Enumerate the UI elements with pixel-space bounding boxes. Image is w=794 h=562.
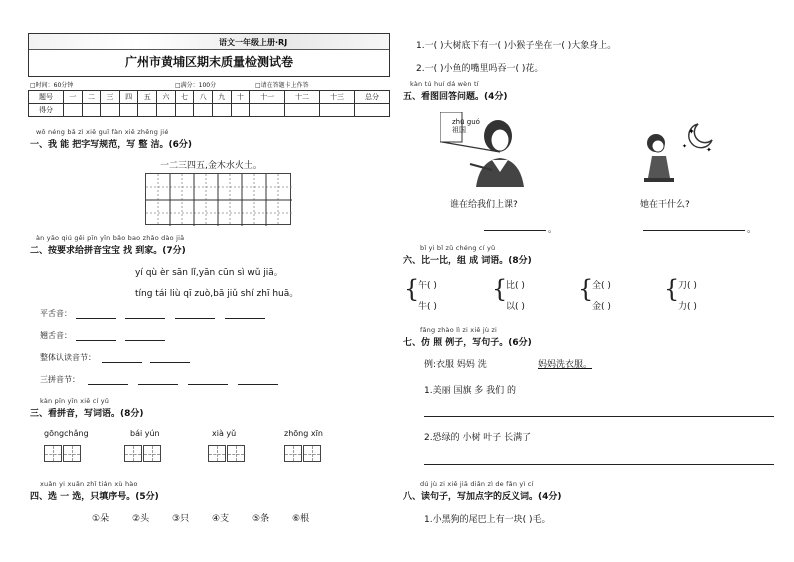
- score-cell: 二: [82, 91, 101, 104]
- q7-example: 例:衣服 妈妈 洗: [424, 360, 487, 370]
- label-curled-tongue: 翘舌音：: [40, 331, 72, 340]
- period-mark: 。: [548, 225, 558, 235]
- q1-pinyin: wǒ néng bǎ zì xiě guī fàn xiě zhěng jié: [36, 128, 169, 136]
- score-cell: 一: [63, 91, 82, 104]
- q7-example-answer: 妈妈洗衣服。: [538, 360, 593, 370]
- q7-item-1: 1.美丽 国旗 多 我们 的: [424, 386, 517, 396]
- q4-option: ②头: [132, 514, 150, 524]
- score-input-cell[interactable]: [157, 104, 176, 117]
- banner-text: 语文一年级上册·RJ: [219, 38, 288, 47]
- score-table-score-row: [29, 104, 390, 117]
- score-input-cell[interactable]: [101, 104, 120, 117]
- q4-sentence-2: 2.一( )小鱼的嘴里吗吞一( )花。: [416, 64, 544, 74]
- score-cell: 总分: [354, 91, 389, 104]
- answer-line[interactable]: [424, 416, 774, 417]
- score-input-cell[interactable]: [212, 104, 231, 117]
- answer-line[interactable]: [484, 230, 546, 231]
- score-input-cell[interactable]: [194, 104, 213, 117]
- score-cell: 五: [138, 91, 157, 104]
- period-mark: 。: [747, 225, 757, 235]
- q1-chars: 一二三四五,金木水火土。: [160, 161, 262, 171]
- score-cell: 十二: [285, 91, 320, 104]
- q3-pinyin: kàn pīn yīn xiě cí yǔ: [40, 397, 110, 405]
- score-cell: 三: [101, 91, 120, 104]
- score-cell: 四: [119, 91, 138, 104]
- answer-line[interactable]: [102, 362, 142, 363]
- score-input-cell[interactable]: [354, 104, 389, 117]
- tian-grid[interactable]: [227, 445, 245, 462]
- answer-line[interactable]: [424, 464, 774, 465]
- q6-pinyin: bǐ yi bǐ zǔ chéng cí yǔ: [420, 244, 496, 252]
- tian-grid[interactable]: [44, 445, 62, 462]
- q5-pinyin: kàn tú huí dá wèn tí: [410, 80, 479, 88]
- score-input-cell[interactable]: [63, 104, 82, 117]
- q4-option: ④支: [212, 514, 230, 524]
- score-cell: 九: [212, 91, 231, 104]
- q8-item-1: 1.小黑狗的尾巴上有一块( )毛。: [424, 515, 551, 525]
- q6-pair-bottom: 牛( ): [418, 302, 437, 312]
- q1-heading: 一、我 能 把字写规范，写 整 洁。(6分): [30, 140, 193, 150]
- brace-icon: {: [664, 275, 680, 303]
- answer-line[interactable]: [188, 384, 228, 385]
- score-cell: 题号: [29, 91, 64, 104]
- score-input-cell[interactable]: [175, 104, 194, 117]
- meta-note: □请在答题卡上作答: [255, 82, 309, 89]
- q6-pair-bottom: 金( ): [592, 302, 611, 312]
- answer-line[interactable]: [238, 384, 278, 385]
- score-cell: 十三: [320, 91, 355, 104]
- answer-line[interactable]: [138, 384, 178, 385]
- q5-question-2: 她在干什么?: [640, 200, 690, 210]
- q2-line1: yí qù èr sān lǐ,yān cūn sì wǔ jiā。: [135, 268, 283, 278]
- score-row-label: 得分: [29, 104, 64, 117]
- score-input-cell[interactable]: [138, 104, 157, 117]
- header-banner: [29, 34, 389, 50]
- answer-line[interactable]: [88, 384, 128, 385]
- q4-option: ③只: [172, 514, 190, 524]
- score-cell: 七: [175, 91, 194, 104]
- q7-item-2: 2.恐绿的 小树 叶子 长满了: [424, 433, 532, 443]
- answer-line[interactable]: [175, 318, 215, 319]
- q4-option: ①朵: [92, 514, 110, 524]
- brace-icon: {: [578, 275, 594, 303]
- q1-writing-grid[interactable]: [145, 173, 291, 225]
- score-cell: 六: [157, 91, 176, 104]
- q8-heading: 八、读句子，写加点字的反义词。(4分): [403, 492, 562, 502]
- svg-text:✦: ✦: [682, 143, 688, 150]
- q6-pair-top: 比( ): [506, 281, 525, 291]
- q7-pinyin: fǎng zhào lì zi xiě jù zi: [420, 326, 498, 334]
- teacher-board-text: zhū guó 祖国: [452, 118, 480, 134]
- score-cell: 十: [231, 91, 250, 104]
- meta-score: □满分：100分: [175, 82, 217, 89]
- svg-text:✦: ✦: [706, 146, 712, 154]
- q5-question-1: 谁在给我们上课?: [450, 200, 518, 210]
- answer-line[interactable]: [76, 318, 116, 319]
- tian-grid[interactable]: [284, 445, 302, 462]
- tian-grid[interactable]: [143, 445, 161, 462]
- score-input-cell[interactable]: [320, 104, 355, 117]
- meta-time: □时间：60分钟: [30, 82, 74, 89]
- q3-word-pinyin: xià yǔ: [212, 429, 237, 438]
- q4-sentence-1: 1.一( )大树底下有一( )小猴子坐在一( )大象身上。: [416, 41, 617, 51]
- tian-grid[interactable]: [303, 445, 321, 462]
- q3-word-pinyin: zhōng xīn: [284, 429, 323, 438]
- answer-line[interactable]: [125, 340, 165, 341]
- q4-option: ⑥根: [292, 514, 310, 524]
- score-table: [28, 90, 390, 117]
- q6-heading: 六、比一比，组 成 词语。(8分): [403, 256, 532, 266]
- q3-word-pinyin: bái yún: [130, 429, 160, 438]
- label-whole-syllable: 整体认读音节：: [40, 353, 96, 362]
- score-input-cell[interactable]: [285, 104, 320, 117]
- tian-grid[interactable]: [208, 445, 226, 462]
- q6-pair-top: 午( ): [418, 281, 437, 291]
- page-title: 广州市黄埔区期末质量检测试卷: [124, 55, 293, 69]
- brace-icon: {: [492, 275, 508, 303]
- answer-line[interactable]: [150, 362, 190, 363]
- score-cell: 十一: [250, 91, 285, 104]
- q4-option: ⑤条: [252, 514, 270, 524]
- q6-pair-top: 刀( ): [678, 281, 697, 291]
- q2-pinyin: àn yāo qiú gěi pīn yīn bǎo bao zhǎo dào jiā: [36, 234, 185, 242]
- score-input-cell[interactable]: [250, 104, 285, 117]
- score-table-header-row: [29, 91, 390, 104]
- answer-line[interactable]: [125, 318, 165, 319]
- svg-text:✦: ✦: [688, 127, 695, 136]
- answer-line[interactable]: [643, 230, 745, 231]
- score-input-cell[interactable]: [82, 104, 101, 117]
- q2-line2: tíng tái liù qī zuò,bā jiǔ shí zhī huā。: [135, 289, 299, 299]
- q6-pair-bottom: 以( ): [506, 302, 525, 312]
- brace-icon: {: [404, 275, 420, 303]
- q5-heading: 五、看图回答问题。(4分): [403, 92, 508, 102]
- score-input-cell[interactable]: [119, 104, 138, 117]
- q2-heading: 二、按要求给拼音宝宝 找 到家。(7分): [30, 246, 186, 256]
- q4-pinyin: xuǎn yi xuǎn zhǐ tián xù hào: [40, 480, 138, 488]
- score-input-cell[interactable]: [231, 104, 250, 117]
- q3-word-pinyin: gōngchǎng: [44, 429, 89, 438]
- q3-heading: 三、看拼音，写词语。(8分): [30, 409, 144, 419]
- label-flat-tongue: 平舌音：: [40, 309, 72, 318]
- girl-illustration: [640, 118, 720, 183]
- tian-grid[interactable]: [63, 445, 81, 462]
- writing-grid-lines: [146, 174, 292, 226]
- q6-pair-bottom: 力( ): [678, 302, 697, 312]
- girl-picture: [640, 118, 720, 183]
- q8-pinyin: dú jù zi xiě jiā diǎn zì de fǎn yì cí: [420, 480, 534, 488]
- tian-grid[interactable]: [124, 445, 142, 462]
- q7-heading: 七、仿 照 例子，写句子。(6分): [403, 338, 532, 348]
- score-cell: 八: [194, 91, 213, 104]
- label-three-part: 三拼音节：: [40, 375, 80, 384]
- exam-header: [28, 33, 390, 77]
- q4-heading: 四、选 一 选，只填序号。(5分): [30, 492, 159, 502]
- answer-line[interactable]: [225, 318, 265, 319]
- answer-line[interactable]: [76, 340, 116, 341]
- q6-pair-top: 全( ): [592, 281, 611, 291]
